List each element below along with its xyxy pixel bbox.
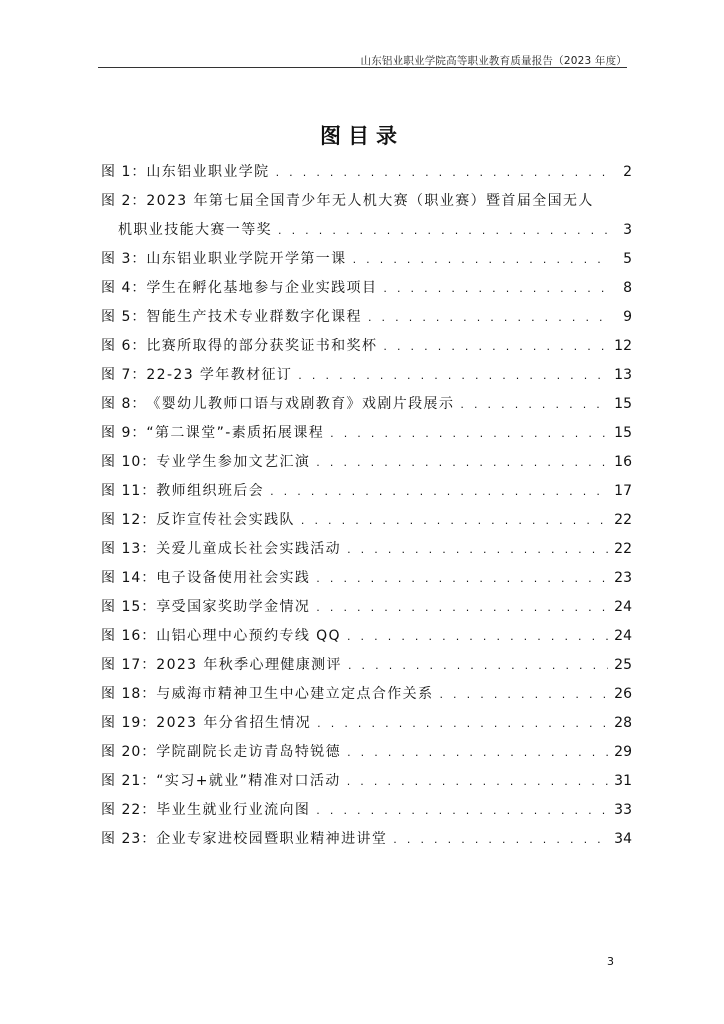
toc-dot-leader <box>383 279 612 298</box>
toc-figure-label: 图 15： <box>101 599 157 615</box>
toc-entry[interactable] <box>101 423 632 452</box>
toc-entry[interactable] <box>101 800 632 829</box>
toc-entry[interactable] <box>101 278 632 307</box>
toc-figure-label: 图 12： <box>101 512 157 528</box>
toc-figure-label: 图 14： <box>101 570 157 586</box>
toc-figure-title: 2023 年分省招生情况 <box>156 715 312 731</box>
toc-figure-title: 学院副院长走访青岛特锐德 <box>156 744 342 760</box>
toc-entry-line <box>101 655 632 675</box>
toc-figure-label: 图 19： <box>101 715 157 731</box>
toc-dot-leader <box>347 627 608 646</box>
toc-entry-line <box>101 684 632 704</box>
toc-entry-line-continued <box>101 220 632 240</box>
toc-entry[interactable] <box>101 597 632 626</box>
toc-figure-label: 图 16： <box>101 628 157 644</box>
toc-dot-leader <box>298 366 608 385</box>
toc-entry-line <box>101 452 632 472</box>
toc-figure-title: 比赛所取得的部分获奖证书和奖杯 <box>146 338 378 354</box>
toc-figure-title-continued: 机职业技能大赛一等奖 <box>118 222 272 238</box>
toc-dot-leader <box>316 569 608 588</box>
toc-page-number: 22 <box>614 512 632 528</box>
toc-dot-leader <box>439 685 608 704</box>
toc-entry-line <box>101 742 632 762</box>
page-number: 3 <box>607 955 614 968</box>
toc-dot-leader <box>278 221 612 240</box>
toc-dot-leader <box>330 424 608 443</box>
toc-entry[interactable] <box>101 307 632 336</box>
header-rule <box>98 67 627 68</box>
toc-dot-leader <box>316 453 608 472</box>
toc-figure-label: 图 6： <box>101 338 147 354</box>
toc-entry-line <box>101 365 632 385</box>
toc-dot-leader <box>316 801 608 820</box>
toc-entry-line <box>101 510 632 530</box>
toc-entry[interactable] <box>101 162 632 191</box>
toc-entry-line <box>101 191 632 211</box>
toc-figure-label: 图 2： <box>101 193 147 209</box>
toc-entry[interactable] <box>101 771 632 800</box>
toc-figure-title: 智能生产技术专业群数字化课程 <box>146 309 362 325</box>
toc-figure-title: 电子设备使用社会实践 <box>156 570 311 586</box>
toc-figure-label: 图 11： <box>101 483 157 499</box>
toc-entry-line <box>101 539 632 559</box>
toc-figure-label: 图 18： <box>101 686 157 702</box>
toc-entry-line <box>101 278 632 298</box>
toc-entry-line <box>101 568 632 588</box>
toc-figure-title: 22-23 学年教材征订 <box>146 367 293 383</box>
toc-dot-leader <box>347 772 608 791</box>
toc-entry[interactable] <box>101 510 632 539</box>
toc-dot-leader <box>276 163 612 182</box>
toc-dot-leader <box>368 308 612 327</box>
toc-entry-line <box>101 713 632 733</box>
toc-dot-leader <box>460 395 608 414</box>
toc-dot-leader <box>316 598 608 617</box>
toc-figure-label: 图 17： <box>101 657 157 673</box>
toc-dot-leader <box>347 540 608 559</box>
toc-figure-label: 图 20： <box>101 744 157 760</box>
toc-entry-line <box>101 249 632 269</box>
toc-page-number: 26 <box>614 686 632 702</box>
toc-figure-title: 2023 年秋季心理健康测评 <box>156 657 342 673</box>
toc-page-number: 34 <box>614 831 632 847</box>
toc-figure-label: 图 7： <box>101 367 147 383</box>
toc-entry-line <box>101 597 632 617</box>
toc-figure-title: 山铝心理中心预约专线 QQ <box>156 628 341 644</box>
toc-entry[interactable] <box>101 626 632 655</box>
toc-entry[interactable] <box>101 365 632 394</box>
toc-dot-leader <box>317 714 608 733</box>
toc-entry-line <box>101 800 632 820</box>
toc-figure-title: 反诈宣传社会实践队 <box>156 512 295 528</box>
toc-page-number: 33 <box>614 802 632 818</box>
toc-page-number: 16 <box>614 454 632 470</box>
toc-entry-line <box>101 307 632 327</box>
toc-figure-label: 图 13： <box>101 541 157 557</box>
toc-figure-label: 图 1： <box>101 164 147 180</box>
toc-entry-line <box>101 829 632 849</box>
toc-dot-leader <box>383 337 608 356</box>
toc-figure-label: 图 23： <box>101 831 157 847</box>
toc-entry-line <box>101 423 632 443</box>
toc-entry-line <box>101 481 632 501</box>
toc-entry[interactable] <box>101 742 632 771</box>
toc-entry[interactable] <box>101 191 632 249</box>
toc-dot-leader <box>301 511 608 530</box>
toc-page-number: 17 <box>614 483 632 499</box>
toc-page-number: 2 <box>623 164 632 180</box>
toc-dot-leader <box>348 656 608 675</box>
toc-page-number: 9 <box>623 309 632 325</box>
figure-toc-list <box>101 162 632 858</box>
toc-entry[interactable] <box>101 713 632 742</box>
toc-figure-title: 山东铝业职业学院开学第一课 <box>146 251 347 267</box>
toc-page-number: 28 <box>614 715 632 731</box>
toc-entry[interactable] <box>101 336 632 365</box>
toc-dot-leader <box>353 250 612 269</box>
toc-page-number: 24 <box>614 628 632 644</box>
toc-figure-title: “实习+就业”精准对口活动 <box>156 773 341 789</box>
toc-figure-title: 《婴幼儿教师口语与戏剧教育》戏剧片段展示 <box>146 396 455 412</box>
toc-entry-line <box>101 394 632 414</box>
toc-figure-title: 2023 年第七届全国青少年无人机大赛（职业赛）暨首届全国无人 <box>146 193 594 209</box>
toc-page-number: 23 <box>614 570 632 586</box>
toc-page-number: 3 <box>623 222 632 238</box>
toc-entry[interactable] <box>101 829 632 858</box>
toc-page-number: 31 <box>614 773 632 789</box>
toc-figure-label: 图 4： <box>101 280 147 296</box>
toc-entry[interactable] <box>101 452 632 481</box>
toc-entry-line <box>101 162 632 182</box>
toc-figure-label: 图 3： <box>101 251 147 267</box>
toc-figure-title: 与威海市精神卫生中心建立定点合作关系 <box>156 686 434 702</box>
toc-figure-label: 图 22： <box>101 802 157 818</box>
toc-entry[interactable] <box>101 655 632 684</box>
toc-entry[interactable] <box>101 568 632 597</box>
toc-figure-title: 企业专家进校园暨职业精神进讲堂 <box>156 831 388 847</box>
toc-figure-title: 教师组织班后会 <box>156 483 265 499</box>
toc-entry[interactable] <box>101 684 632 713</box>
toc-page-number: 8 <box>623 280 632 296</box>
toc-page-number: 25 <box>614 657 632 673</box>
toc-dot-leader <box>347 743 608 762</box>
toc-entry-line <box>101 336 632 356</box>
toc-entry[interactable] <box>101 394 632 423</box>
toc-figure-title: 享受国家奖助学金情况 <box>156 599 311 615</box>
toc-entry[interactable] <box>101 249 632 278</box>
toc-figure-label: 图 21： <box>101 773 157 789</box>
toc-figure-label: 图 10： <box>101 454 157 470</box>
toc-page-number: 15 <box>614 425 632 441</box>
toc-figure-label: 图 9： <box>101 425 147 441</box>
toc-page-number: 15 <box>614 396 632 412</box>
toc-page-number: 13 <box>614 367 632 383</box>
toc-entry[interactable] <box>101 481 632 510</box>
toc-entry-line <box>101 771 632 791</box>
toc-dot-leader <box>393 830 608 849</box>
toc-figure-title: 学生在孵化基地参与企业实践项目 <box>146 280 378 296</box>
toc-entry-line <box>101 626 632 646</box>
toc-page-number: 12 <box>614 338 632 354</box>
toc-page-number: 24 <box>614 599 632 615</box>
page-title: 图目录 <box>320 124 404 148</box>
toc-page-number: 29 <box>614 744 632 760</box>
toc-dot-leader <box>270 482 608 501</box>
toc-page-number: 5 <box>623 251 632 267</box>
running-header: 山东铝业职业学院高等职业教育质量报告（2023 年度） <box>360 55 627 67</box>
toc-figure-label: 图 5： <box>101 309 147 325</box>
toc-figure-title: 山东铝业职业学院 <box>146 164 270 180</box>
toc-entry[interactable] <box>101 539 632 568</box>
toc-figure-title: 专业学生参加文艺汇演 <box>156 454 311 470</box>
toc-page-number: 22 <box>614 541 632 557</box>
toc-figure-label: 图 8： <box>101 396 147 412</box>
toc-figure-title: 关爱儿童成长社会实践活动 <box>156 541 342 557</box>
toc-figure-title: “第二课堂”-素质拓展课程 <box>146 425 325 441</box>
toc-figure-title: 毕业生就业行业流向图 <box>156 802 311 818</box>
